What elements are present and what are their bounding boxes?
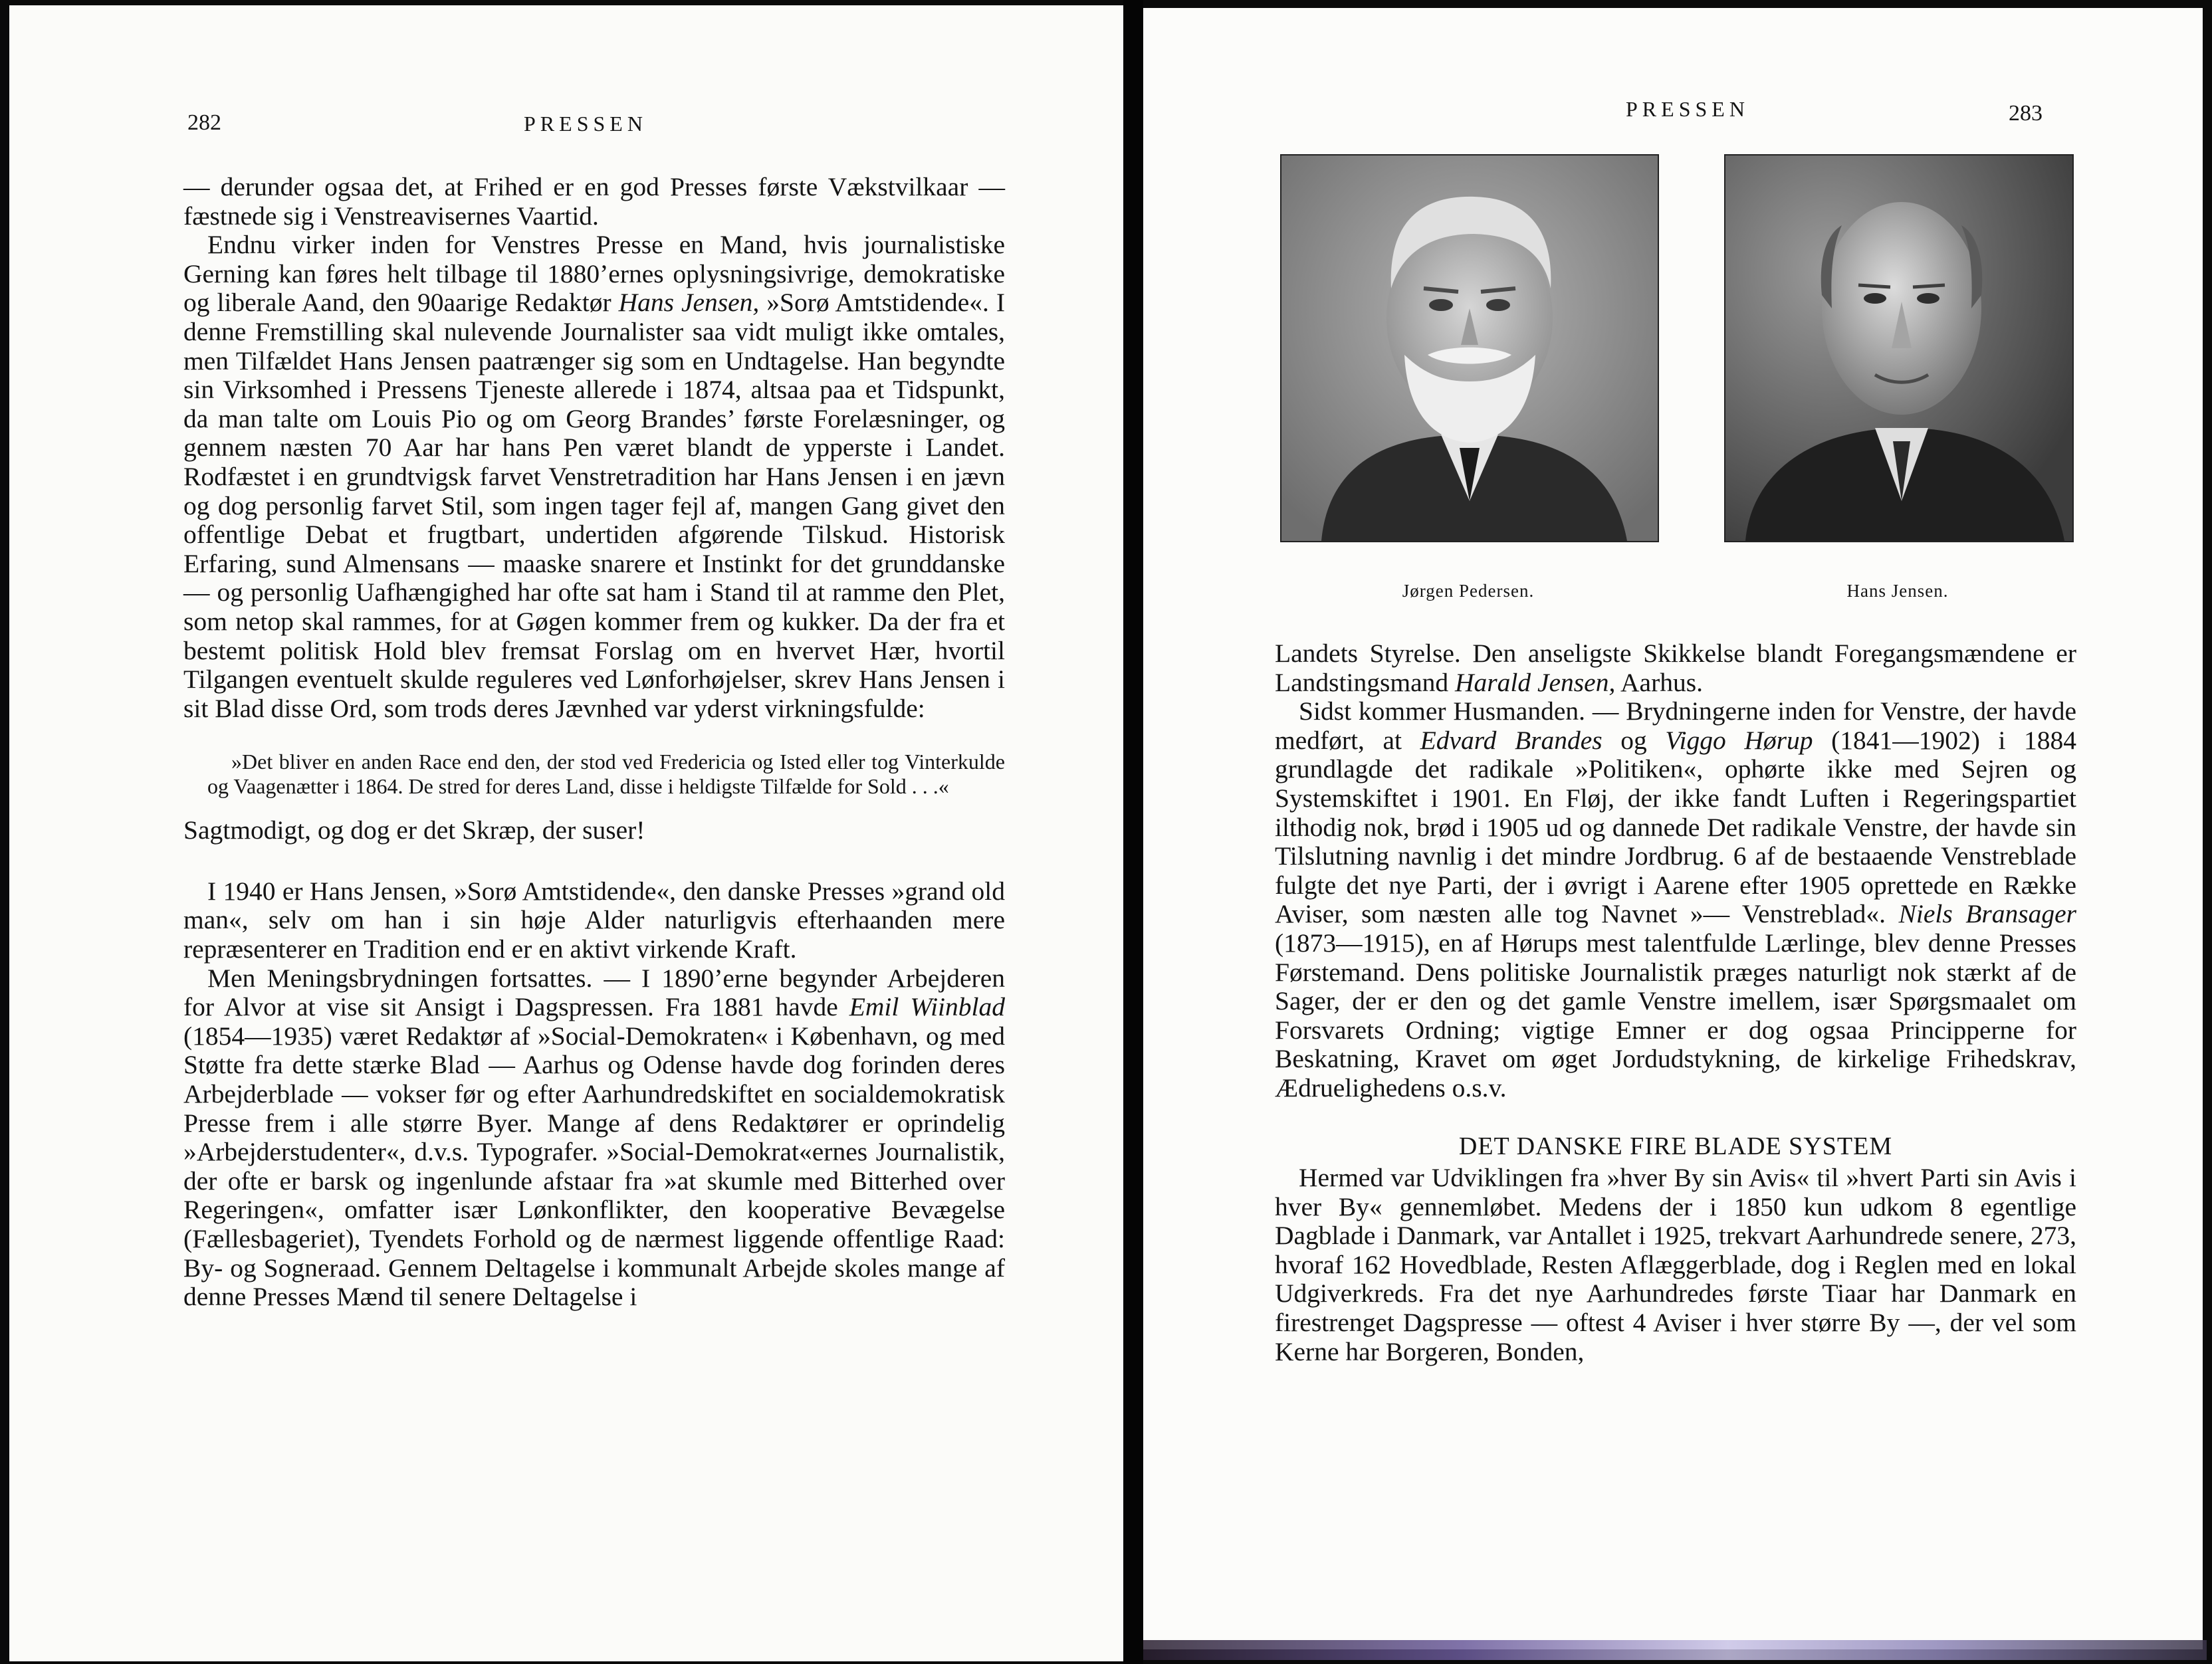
name-viggo-horup: Viggo Hørup	[1665, 725, 1813, 755]
name-edvard-brandes: Edvard Brandes	[1420, 725, 1603, 755]
photo-jorgen-pedersen	[1280, 154, 1659, 542]
left-body-text	[183, 173, 1005, 1312]
name-niels-bransager: Niels Bransager	[1898, 899, 2077, 929]
section-heading: DET DANSKE FIRE BLADE SYSTEM	[1458, 1132, 1893, 1160]
portrait-bald-man-icon	[1725, 156, 2072, 541]
name-emil-wiinblad: Emil Wiinblad	[849, 992, 1005, 1022]
running-title-left: PRESSEN	[524, 112, 647, 136]
paragraph: Sidst kommer Husmanden. — Brydningerne inden for Venstre, der havde medført, at Edvard Brandes og Viggo Hørup (1841—1902) i 1884 grundlagde det radikale »Politiken«, ophørte ikke med Sejren og Systemskiftet i 1901. En Fløj, der ikke fandt Luften i Regeringspartiet ilthodig nok, brød i 1905 ud og dannede Det radikale Venstre, der havde sin Tilslutning navnlig i det mindre Jordbrug. 6 af de bestaaende Venstreblade fulgte det nye Parti, der i øvrigt i Aarene efter 1905 oprettede en Række Aviser, som næsten alle tog Navnet »— Venstreblad«. Niels Bransager (1873—1915), en af Hørups mest talentfulde Lærlinge, blev denne Presses Førstemand. Dens politiske Journalistik præges naturligt nok stærkt af de Sager, der er den og det gamle Venstre imellem, især Spørgsmaalet om Forsvarets Ordning; vigtige Emner er dog ogsaa Principperne for Beskatning, Kravet om øget Jordudstykning, de kirkelige Frihedskrav, Ædruelighedens o.s.v.	[1275, 696, 2077, 1102]
page-number-right: 283	[2009, 101, 2043, 126]
left-page	[9, 5, 1123, 1661]
paragraph: Sagtmodigt, og dog er det Skræp, der suser!	[183, 815, 645, 845]
paragraph: — derunder ogsaa det, at Frihed er en god Presses første Vækstvilkaar — fæstnede sig i Venstreavisernes Vaartid.	[183, 172, 1005, 231]
caption-jorgen-pedersen: Jørgen Pedersen.	[1402, 581, 1535, 601]
page-number-left: 282	[187, 110, 221, 135]
right-body-text	[1275, 639, 2076, 1366]
paragraph: Hermed var Udviklingen fra »hver By sin Avis« til »hvert Parti sin Avis i hver By« gennemløbet. Medens der i 1850 kun udkom 8 egentlige Dagblade i Danmark, var Antallet i 1925, trekvart Aarhundrede senere, 273, hvoraf 162 Hovedblade, Resten Aflæggerblade, dog i Reglen med en lokal Udgiverkreds. Fra det nye Aarhundredes første Tiaar har Danmark en firestrenget Dagspresse — oftest 4 Aviser i hver større By —, der vel som Kerne har Borgeren, Bonden,	[1275, 1163, 2076, 1366]
right-page	[1143, 8, 2203, 1649]
name-hans-jensen: Hans Jensen,	[618, 288, 760, 318]
paragraph: Endnu virker inden for Venstres Presse en Mand, hvis journalistiske Gerning kan føres helt tilbage til 1880’ernes oplysningsivrige, demokratiske og liberale Aand, den 90aarige Redaktør Hans Jensen, »Sorø Amtstidende«. I denne Fremstilling skal nulevende Journalister saa vidt muligt ikke omtales, men Tilfældet Hans Jensen paatrænger sig som en Undtagelse. Han begyndte sin Virksomhed i Pressens Tjeneste allerede i 1874, altsaa paa et Tidspunkt, da man talte om Louis Pio og om Georg Brandes’ første Forelæsninger, og gennem næsten 70 Aar har hans Pen været blandt de ypperste i Landet. Rodfæstet i en grundtvigsk farvet Venstretradition har Hans Jensen i en jævn og dog personlig farvet Stil, som ingen tager fejl af, mangen Gang givet den offentlige Debat et frugtbart, undertiden afgørende Tilskud. Historisk Erfaring, sund Almensans — maaske snarere et Instinkt for det grunddanske — og personlig Uafhængighed har ofte sat ham i Stand til at ramme den Plet, som netop skal rammes, for at Gøgen kommer frem og kukker. Da der fra et bestemt politisk Hold blev fremsat Forslag om en hvervet Hær, hvortil Tilgangen eventuelt skulde reguleres ved Lønforhøjelser, skrev Hans Jensen i sit Blad disse Ord, som trods deres Jævnhed var yderst virkningsfulde:	[183, 230, 1005, 723]
caption-hans-jensen: Hans Jensen.	[1846, 581, 1949, 601]
paragraph: Landets Styrelse. Den anseligste Skikkelse blandt Foregangsmændene er Landstingsmand Harald Jensen, Aarhus.	[1275, 639, 2076, 697]
portrait-elderly-bearded-man-icon	[1281, 156, 1658, 541]
name-harald-jensen: Harald Jensen,	[1454, 667, 1616, 697]
photo-hans-jensen	[1724, 154, 2074, 542]
block-quote: »Det bliver en anden Race end den, der stod ved Fredericia og Isted eller tog Vinterkulde og Vaagenætter i 1864. De stred for deres Land, disse i heldigste Tilfælde for Sold . . .«	[207, 750, 1005, 799]
book-gutter	[1123, 0, 1143, 1664]
running-title-right: PRESSEN	[1626, 97, 1749, 121]
paragraph: I 1940 er Hans Jensen, »Sorø Amtstidende«, den danske Presses »grand old man«, selv om han i sin høje Alder naturligvis efterhaanden mere repræsenterer en Tradition end er en aktivt virkende Kraft.	[183, 876, 1005, 964]
paragraph: Men Meningsbrydningen fortsattes. — I 1890’erne begynder Arbejderen for Alvor at vise sit Ansigt i Dagspressen. Fra 1881 havde Emil Wiinblad (1854—1935) været Redaktør af »Social-Demokraten« i København, og med Støtte fra dette stærke Blad — Aarhus og Odense havde dog forinden deres Arbejderblade — vokser før og efter Aarhundredskiftet en socialdemokratisk Presse frem i alle større Byer. Mange af dens Redaktører er oprindelig »Arbejderstudenter«, d.v.s. Typografer. »Social-Demokrat«ernes Journalistik, der ofte er barsk og ingenlunde afstaar fra »at skumle med Bitterhed over Regeringen«, omfatter især Lønkonflikter, den kooperative Bevægelse (Fællesbageriet), Tyendets Forhold og de nærmest liggende offentlige Raad: By- og Sogneraad. Gennem Deltagelse i kommunalt Arbejde skoles mange af denne Presses Mænd til senere Deltagelse i	[183, 963, 1005, 1312]
scan-edge-strip	[1143, 1640, 2207, 1660]
